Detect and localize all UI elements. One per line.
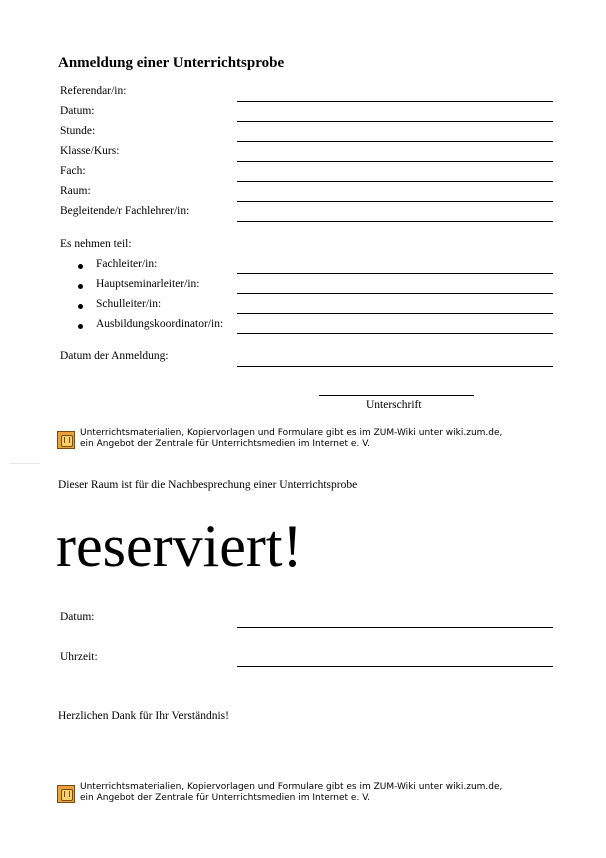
signature-label: Unterschrift — [366, 399, 422, 411]
reserved-heading: reserviert! — [56, 513, 303, 579]
participant-label-fachleiter: Fachleiter/in: — [96, 258, 158, 270]
field-line-referendar[interactable] — [237, 101, 553, 102]
field-line-klasse[interactable] — [237, 161, 553, 162]
notice-time-label: Uhrzeit: — [60, 651, 98, 663]
registration-date-line[interactable] — [237, 366, 553, 367]
footer-line-2: ein Angebot der Zentrale für Unterrichtsmedien im Internet e. V. — [80, 793, 371, 803]
bullet-icon — [78, 324, 83, 329]
signature-line[interactable] — [319, 395, 474, 396]
footer-line-1: Unterrichtsmaterialien, Kopiervorlagen und Formulare gibt es im ZUM-Wiki unter wiki.zum.de, — [80, 782, 503, 792]
field-label-fachlehrer: Begleitende/r Fachlehrer/in: — [60, 205, 190, 217]
field-label-fach: Fach: — [60, 165, 86, 177]
participant-label-hauptseminarleiter: Hauptseminarleiter/in: — [96, 278, 200, 290]
participant-line-ausbildungskoordinator[interactable] — [237, 333, 553, 334]
page-divider — [10, 463, 40, 464]
participant-label-ausbildungskoordinator: Ausbildungskoordinator/in: — [96, 318, 224, 330]
participant-line-hauptseminarleiter[interactable] — [237, 293, 553, 294]
participant-line-fachleiter[interactable] — [237, 273, 553, 274]
field-label-datum: Datum: — [60, 105, 95, 117]
notice-date-line[interactable] — [237, 627, 553, 628]
zum-logo-icon — [57, 431, 75, 449]
bullet-icon — [78, 284, 83, 289]
bullet-icon — [78, 304, 83, 309]
field-line-stunde[interactable] — [237, 141, 553, 142]
notice-intro: Dieser Raum ist für die Nachbesprechung einer Unterrichtsprobe — [58, 479, 358, 491]
field-label-raum: Raum: — [60, 185, 91, 197]
footer-line-2: ein Angebot der Zentrale für Unterrichtsmedien im Internet e. V. — [80, 439, 371, 449]
registration-date-label: Datum der Anmeldung: — [60, 350, 169, 362]
notice-time-line[interactable] — [237, 666, 553, 667]
zum-logo-icon — [57, 785, 75, 803]
field-line-fachlehrer[interactable] — [237, 221, 553, 222]
participant-label-schulleiter: Schulleiter/in: — [96, 298, 162, 310]
participants-heading: Es nehmen teil: — [60, 238, 132, 250]
field-line-raum[interactable] — [237, 201, 553, 202]
thanks-text: Herzlichen Dank für Ihr Verständnis! — [58, 710, 229, 722]
footer-line-1: Unterrichtsmaterialien, Kopiervorlagen und Formulare gibt es im ZUM-Wiki unter wiki.zum.de, — [80, 428, 503, 438]
field-line-datum[interactable] — [237, 121, 553, 122]
field-label-klasse: Klasse/Kurs: — [60, 145, 120, 157]
field-line-fach[interactable] — [237, 181, 553, 182]
field-label-stunde: Stunde: — [60, 125, 96, 137]
field-label-referendar: Referendar/in: — [60, 85, 127, 97]
notice-date-label: Datum: — [60, 611, 95, 623]
bullet-icon — [78, 264, 83, 269]
participant-line-schulleiter[interactable] — [237, 313, 553, 314]
form-title: Anmeldung einer Unterrichtsprobe — [58, 55, 285, 71]
